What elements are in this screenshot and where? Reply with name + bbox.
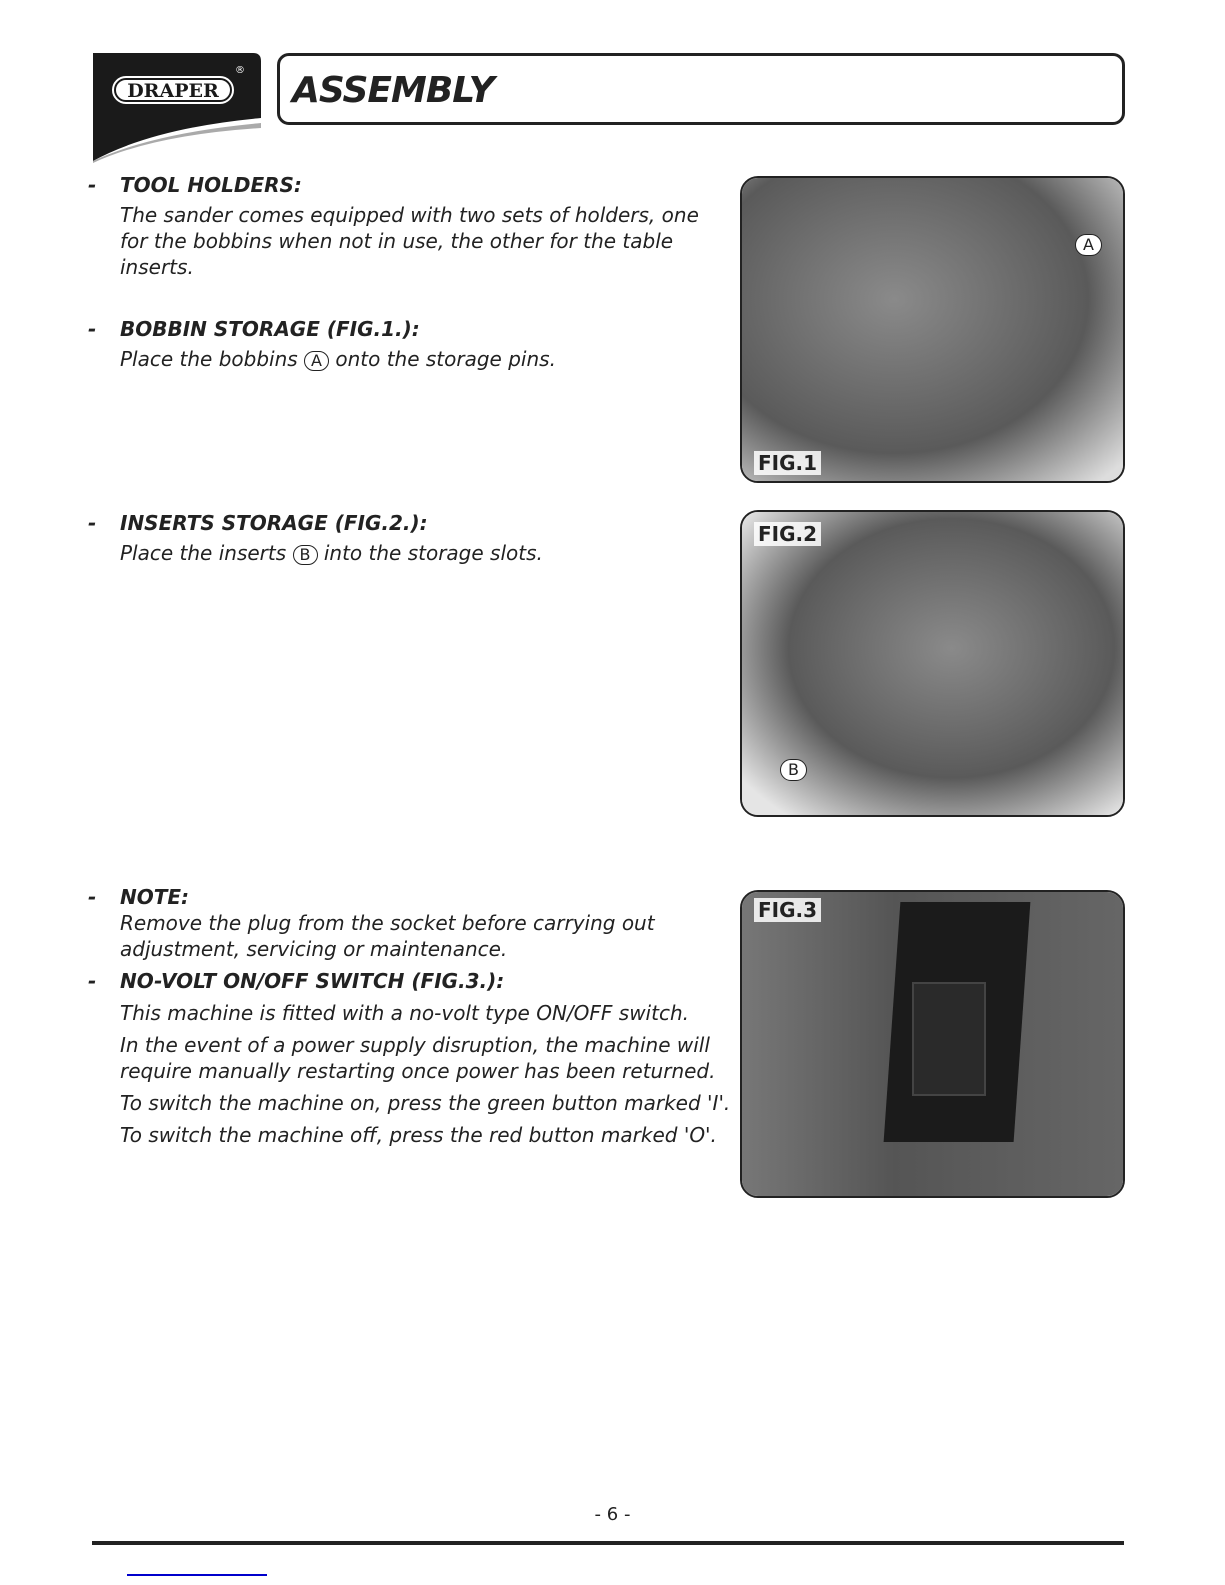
section-heading: NO-VOLT ON/OFF SWITCH (FIG.3.): <box>120 969 505 993</box>
text: Place the inserts <box>120 541 293 565</box>
figure-label: FIG.3 <box>754 898 821 922</box>
svg-text:DRAPER: DRAPER <box>127 80 219 102</box>
section-heading: TOOL HOLDERS: <box>120 173 302 197</box>
sander-bobbin-photo <box>742 178 1123 481</box>
text: Place the bobbins <box>120 347 305 371</box>
paragraph: To switch the machine on, press the green button marked 'I'. <box>120 1091 731 1115</box>
text: onto the storage pins. <box>329 347 556 371</box>
link-underline <box>127 1574 267 1576</box>
figure-label: FIG.1 <box>754 451 821 475</box>
section-note: - NOTE: Remove the plug from the socket before carrying out adjustment, servicing or maintenance. - NO-VOLT ON/OFF SWITCH (FIG.3.): This machine is fitted with a no-volt type ON/OFF switch. In the event of a power supply disruption, the machine will require manually restarting once power has been returned. To switch the machine on, press the green button marked 'I'. To switch the machine off, press the red button marked 'O'. <box>88 884 738 1148</box>
section-tool-holders: - TOOL HOLDERS: The sander comes equipped with two sets of holders, one for the bobbins when not in use, the other for the table inserts. <box>88 172 738 280</box>
page-title: ASSEMBLY <box>292 70 494 111</box>
paragraph: This machine is fitted with a no-volt type ON/OFF switch. <box>120 1001 689 1025</box>
figure-1 <box>740 176 1125 483</box>
callout-a: A <box>304 351 329 371</box>
footer-rule <box>92 1541 1124 1545</box>
callout-b: B <box>780 759 807 781</box>
page-number: - 6 - <box>594 1504 631 1525</box>
figure-2 <box>740 510 1125 817</box>
on-off-switch <box>912 982 986 1096</box>
figure-3 <box>740 890 1125 1198</box>
section-title-box <box>277 53 1125 125</box>
section-heading: INSERTS STORAGE (FIG.2.): <box>120 511 428 535</box>
figure-label: FIG.2 <box>754 522 821 546</box>
callout-a: A <box>1075 234 1102 256</box>
draper-logo <box>93 53 261 163</box>
paragraph: The sander comes equipped with two sets of holders, one for the bobbins when not in use, the other for the table inserts. <box>120 203 699 279</box>
paragraph: In the event of a power supply disruption, the machine will require manually restarting once power has been returned. <box>120 1033 716 1083</box>
svg-text:®: ® <box>235 65 245 76</box>
paragraph: To switch the machine off, press the red button marked 'O'. <box>120 1123 717 1147</box>
section-inserts-storage: - INSERTS STORAGE (FIG.2.): Place the inserts B into the storage slots. <box>88 511 543 565</box>
callout-b: B <box>293 545 318 565</box>
text: into the storage slots. <box>317 541 543 565</box>
section-bobbin-storage: - BOBBIN STORAGE (FIG.1.): Place the bobbins A onto the storage pins. <box>88 317 556 371</box>
section-heading: BOBBIN STORAGE (FIG.1.): <box>120 317 420 341</box>
paragraph: Remove the plug from the socket before carrying out adjustment, servicing or maintenance. <box>120 911 655 961</box>
section-heading: NOTE: <box>120 885 190 909</box>
